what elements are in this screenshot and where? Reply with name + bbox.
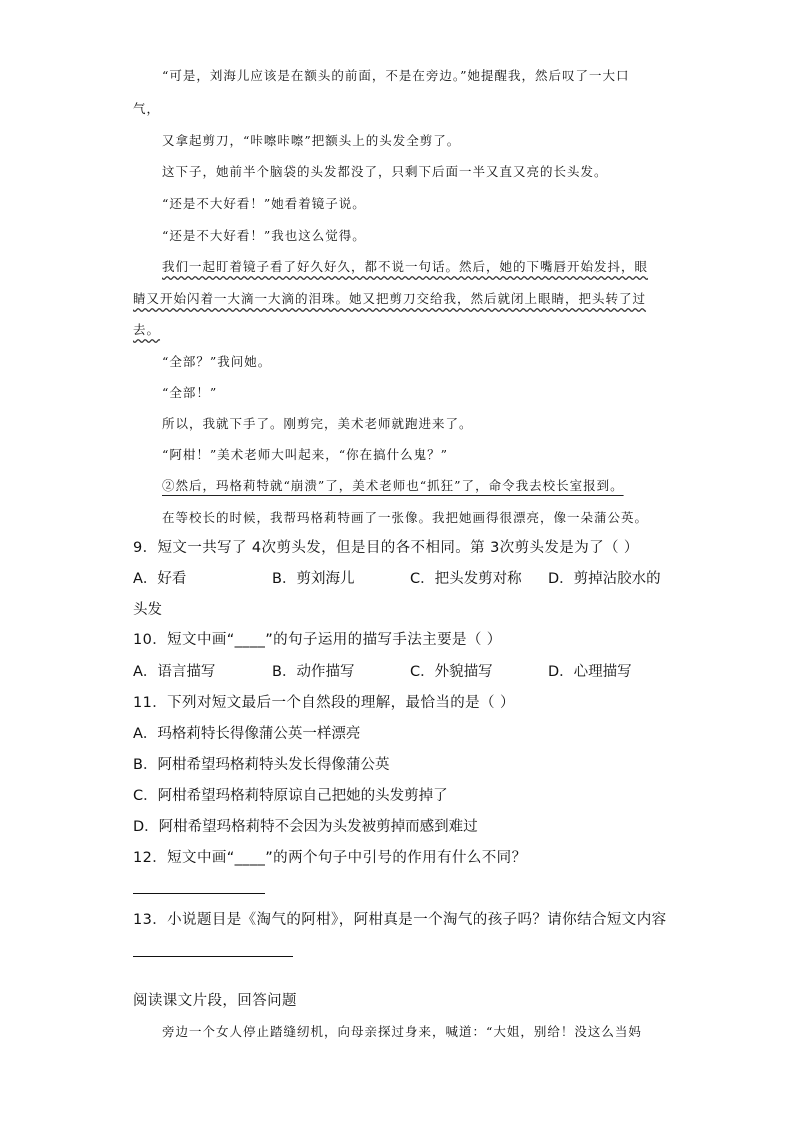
q9-option-d[interactable]: D．剪掉沾胶水的 bbox=[548, 571, 661, 587]
passage-line: 这下子，她前半个脑袋的头发都没了，只剩下后面一半又直又亮的长头发。 bbox=[162, 164, 608, 179]
question-10: 10．短文中画“____”的句子运用的描写手法主要是（ ） bbox=[133, 632, 502, 648]
passage-line: “可是，刘海儿应该是在额头的前面，不是在旁边。”她提醒我，然后叹了一大口 bbox=[162, 68, 630, 83]
q12-answer-line[interactable] bbox=[133, 893, 265, 894]
passage-line: “阿柑！”美术老师大叫起来，“你在搞什么鬼？” bbox=[162, 447, 449, 462]
q9-option-c[interactable]: C．把头发剪对称 bbox=[410, 571, 522, 587]
q11-option-d[interactable]: D．阿柑希望玛格莉特不会因为头发被剪掉而感到难过 bbox=[133, 819, 478, 835]
passage-line: “全部？”我问她。 bbox=[162, 354, 272, 369]
q10-option-a[interactable]: A．语言描写 bbox=[133, 664, 216, 680]
question-13: 13．小说题目是《淘气的阿柑》，阿柑真是一个淘气的孩子吗？请你结合短文内容 bbox=[133, 912, 667, 928]
passage-line: 在等校长的时候，我帮玛格莉特画了一张像。我把她画得很漂亮，像一朵蒲公英。 bbox=[162, 510, 649, 525]
q11-option-b[interactable]: B．阿柑希望玛格莉特头发长得像蒲公英 bbox=[133, 757, 390, 773]
wavy-underlined-sentence: 我们一起盯着镜子看了好久好久，都不说一句话。然后，她的下嘴唇开始发抖，眼 bbox=[162, 259, 649, 274]
q10-option-c[interactable]: C．外貌描写 bbox=[410, 664, 493, 680]
wavy-underlined-sentence: 睛又开始闪着一大滴一大滴的泪珠。她又把剪刀交给我，然后就闭上眼睛，把头转了过 bbox=[133, 291, 647, 306]
passage-line: 又拿起剪刀，“咔嚓咔嚓”把额头上的头发全剪了。 bbox=[162, 133, 461, 148]
underlined-sentence: ②然后，玛格莉特就“崩溃”了，美术老师也“抓狂”了，命令我去校长室报到。 bbox=[162, 478, 624, 493]
passage-line: 旁边一个女人停止踏缝纫机，向母亲探过身来，喊道：“大姐，别给！没这么当妈 bbox=[162, 1024, 642, 1039]
q9-option-b[interactable]: B．剪刘海儿 bbox=[272, 571, 355, 587]
q10-option-b[interactable]: B．动作描写 bbox=[272, 664, 355, 680]
question-11: 11．下列对短文最后一个自然段的理解，最恰当的是（ ） bbox=[133, 695, 515, 711]
q11-option-a[interactable]: A．玛格莉特长得像蒲公英一样漂亮 bbox=[133, 726, 361, 742]
passage-line: 气， bbox=[133, 101, 161, 116]
passage-line: 所以，我就下手了。刚剪完，美术老师就跑进来了。 bbox=[162, 416, 473, 431]
passage-line: “还是不大好看！”她看着镜子说。 bbox=[162, 196, 366, 211]
q13-answer-line[interactable] bbox=[133, 956, 293, 957]
question-12: 12．短文中画“____”的两个句子中引号的作用有什么不同？ bbox=[133, 850, 527, 866]
section-heading: 阅读课文片段，回答问题 bbox=[133, 993, 297, 1009]
passage-line: “还是不大好看！”我也这么觉得。 bbox=[162, 228, 366, 243]
question-9: 9．短文一共写了 4次剪头发，但是目的各不相同。第 3次剪头发是为了（ ） bbox=[133, 540, 639, 556]
q10-option-d[interactable]: D．心理描写 bbox=[548, 664, 632, 680]
q11-option-c[interactable]: C．阿柑希望玛格莉特原谅自己把她的头发剪掉了 bbox=[133, 788, 448, 804]
wavy-underlined-sentence: 去。 bbox=[133, 322, 161, 337]
passage-line: “全部！” bbox=[162, 385, 218, 400]
q9-option-a[interactable]: A．好看 bbox=[133, 571, 187, 587]
q9-option-d-wrap: 头发 bbox=[133, 602, 162, 618]
